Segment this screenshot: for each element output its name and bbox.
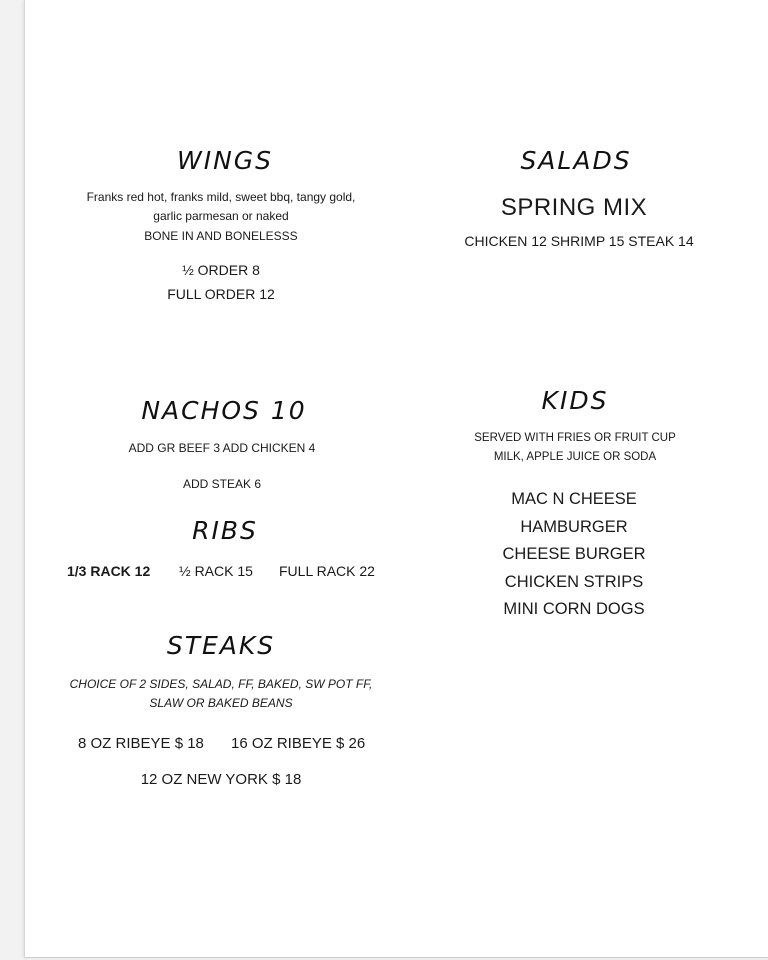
kids-heading: KIDS <box>541 386 609 415</box>
wings-flavors-line1: Franks red hot, franks mild, sweet bbq, tangy gold, <box>86 190 356 204</box>
steaks-sides-line1: CHOICE OF 2 SIDES, SALAD, FF, BAKED, SW POT FF, <box>69 677 373 691</box>
kids-item: CHEESE BURGER <box>502 545 646 563</box>
salads-options: CHICKEN 12 SHRIMP 15 STEAK 14 <box>464 233 694 249</box>
nachos-addons-line1: ADD GR BEEF 3 ADD CHICKEN 4 <box>128 441 316 455</box>
kids-item: HAMBURGER <box>520 518 628 536</box>
ribs-third-rack: 1/3 RACK 12 <box>67 563 151 579</box>
kids-served-line2: MILK, APPLE JUICE OR SODA <box>493 451 657 463</box>
wings-heading: WINGS <box>176 146 274 175</box>
wings-bone-note: BONE IN AND BONELESSS <box>144 229 298 243</box>
wings-half-order: ½ ORDER 8 <box>182 262 260 278</box>
ribs-heading: RIBS <box>192 516 258 545</box>
ribs-half-rack: ½ RACK 15 <box>179 563 253 579</box>
steaks-16oz-ribeye: 16 OZ RIBEYE $ 26 <box>231 735 366 752</box>
menu-page <box>24 0 768 958</box>
kids-item: CHICKEN STRIPS <box>504 573 644 591</box>
steaks-8oz-ribeye: 8 OZ RIBEYE $ 18 <box>78 735 204 752</box>
kids-item: MINI CORN DOGS <box>503 600 645 618</box>
kids-served-line1: SERVED WITH FRIES OR FRUIT CUP <box>474 432 676 444</box>
wings-full-order: FULL ORDER 12 <box>167 286 275 302</box>
salads-heading: SALADS <box>520 146 632 175</box>
nachos-heading: NACHOS 10 <box>141 396 307 425</box>
nachos-addons-line2: ADD STEAK 6 <box>182 477 262 491</box>
salads-spring-mix: SPRING MIX <box>500 194 648 221</box>
wings-flavors-line2: garlic parmesan or naked <box>153 209 289 223</box>
steaks-sides-line2: SLAW OR BAKED BEANS <box>149 696 293 710</box>
steaks-heading: STEAKS <box>166 631 276 660</box>
kids-item: MAC N CHEESE <box>511 490 637 508</box>
steaks-12oz-new-york: 12 OZ NEW YORK $ 18 <box>140 771 302 788</box>
ribs-full-rack: FULL RACK 22 <box>279 563 375 579</box>
